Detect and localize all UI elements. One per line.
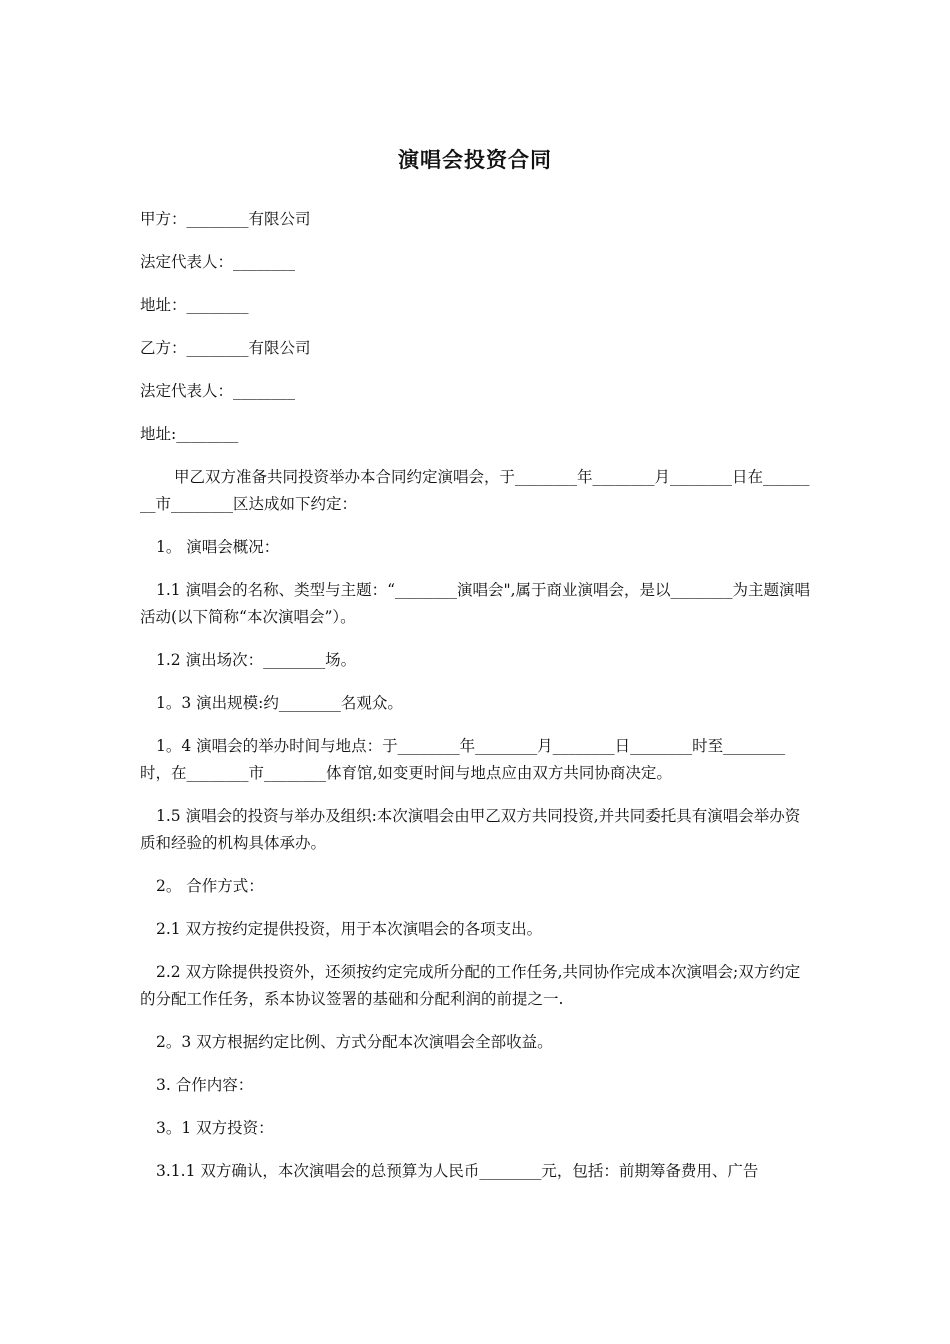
party-a-address: 地址：________ xyxy=(140,296,249,314)
clause-3-1: 3。1 双方投资： xyxy=(156,1119,274,1137)
clause-2-1: 2.1 双方按约定提供投资，用于本次演唱会的各项支出。 xyxy=(156,920,543,938)
clause-1-4: 1。4 演唱会的举办时间与地点：于________年________月________日________时至________时，在________市________体育馆,如变更时间与地点应由双方共同协商决定。 xyxy=(140,737,786,782)
preamble-paragraph: 甲乙双方准备共同投资举办本合同约定演唱会，于________年________月________日在________市________区达成如下约定： xyxy=(140,468,810,513)
section-2-heading: 2。 合作方式： xyxy=(156,877,264,895)
clause-2-3: 2。3 双方根据约定比例、方式分配本次演唱会全部收益。 xyxy=(156,1033,553,1051)
clause-1-2: 1.2 演出场次：________场。 xyxy=(156,651,357,669)
clause-1-3: 1。3 演出规模:约________名观众。 xyxy=(156,694,403,712)
party-a-name: 甲方：________有限公司 xyxy=(140,210,311,228)
clause-1-1: 1.1 演唱会的名称、类型与主题：“________演唱会",属于商业演唱会，是以________为主题演唱活动(以下简称“本次演唱会”）。 xyxy=(140,581,811,626)
clause-3-1-1: 3.1.1 双方确认，本次演唱会的总预算为人民币________元，包括：前期筹备费用、广告 xyxy=(156,1162,759,1180)
document-body xyxy=(140,206,812,1201)
section-1-heading: 1。 演唱会概况： xyxy=(156,538,280,556)
clause-2-2: 2.2 双方除提供投资外，还须按约定完成所分配的工作任务,共同协作完成本次演唱会;双方约定的分配工作任务，系本协议签署的基础和分配利润的前提之一. xyxy=(140,963,801,1008)
document-title: 演唱会投资合同 xyxy=(398,147,552,172)
party-b-representative: 法定代表人：________ xyxy=(140,382,296,400)
party-b-name: 乙方：________有限公司 xyxy=(140,339,311,357)
party-a-representative: 法定代表人：________ xyxy=(140,253,296,271)
section-3-heading: 3. 合作内容： xyxy=(156,1076,254,1094)
party-b-address: 地址:________ xyxy=(140,425,239,443)
clause-1-5: 1.5 演唱会的投资与举办及组织:本次演唱会由甲乙双方共同投资,并共同委托具有演唱会举办资质和经验的机构具体承办。 xyxy=(140,807,801,852)
